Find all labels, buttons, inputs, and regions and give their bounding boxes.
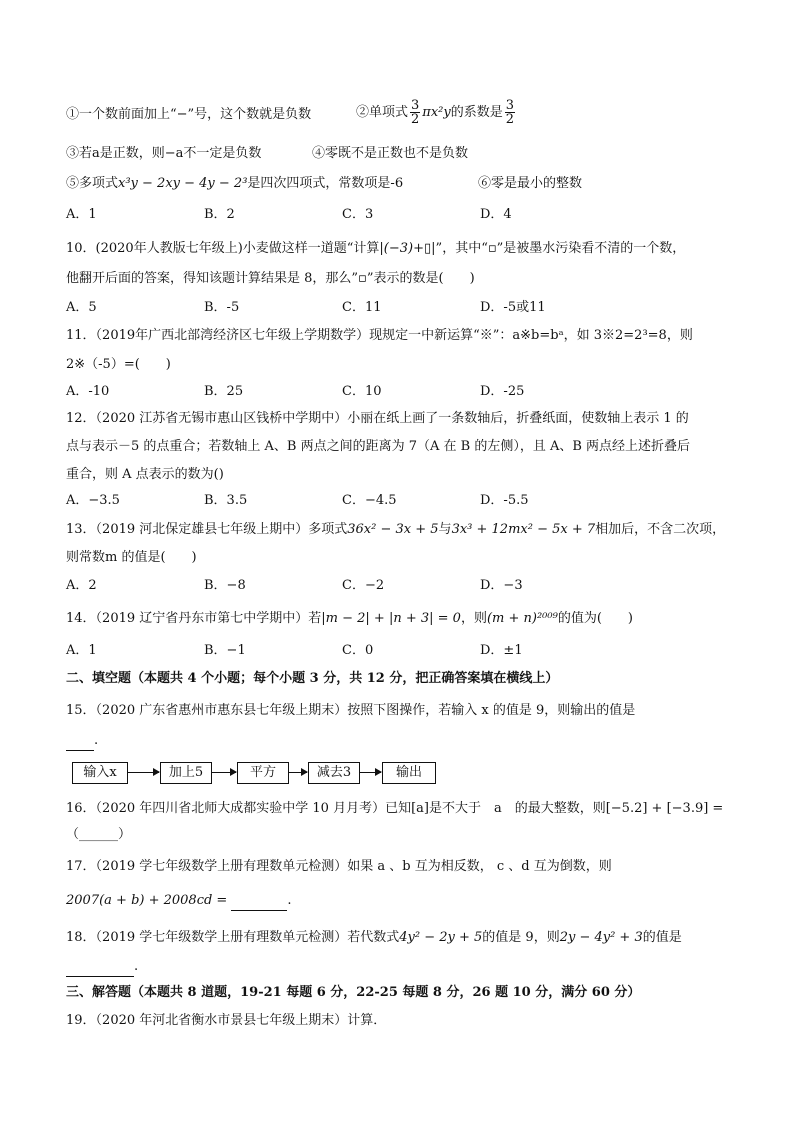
flow-box-input: 输入x [72,762,128,784]
q19-line: 19．（2020 年河北省衡水市景县七年级上期末）计算． [66,1013,387,1028]
q11-line-2: 2※（-5）=( ) [66,357,171,372]
q12-line-3: 重合，则 A 点表示的数为() [66,467,224,482]
fraction: $\frac{3}{2}$ [505,98,515,127]
q9-statement-3: ③若a是正数，则−a不一定是负数 [66,146,262,161]
flow-arrow [212,772,236,773]
q13-option-d: D．−3 [480,578,523,593]
q9-statement-5: ⑤多项式x³y − 2xy − 4y − 2³是四次四项式，常数项是-6 [66,176,404,191]
q18-line-1: 18．（2019 学七年级数学上册有理数单元检测）若代数式4y² − 2y + 5的值是 9，则2y − 4y² + 3的值是 [66,930,682,945]
q12-option-d: D．-5.5 [480,493,529,508]
q14-option-a: A．1 [66,643,97,658]
q12-option-a: A．−3.5 [66,493,120,508]
q10-line-1: 10．(2020年人教版七年级上)小麦做这样一道题“计算|(−3)+▯|”，其中“▫”是被墨水污染看不清的一个数， [66,241,686,256]
q12-option-b: B．3.5 [204,493,248,508]
q9-statement-2: ②单项式 $\frac{3}{2}$ πx²y的系数是 $\frac{3}{2}$ [356,98,515,127]
q11-option-c: C．10 [342,384,382,399]
q14-option-b: B．−1 [204,643,246,658]
q18-line-2: . [66,958,138,977]
flow-box-add5: 加上5 [160,762,212,784]
q9-statement-6: ⑥零是最小的整数 [478,176,583,191]
q15-line-2: . [66,732,98,751]
section-heading-fill-in: 二、填空题（本题共 4 个小题；每个小题 3 分，共 12 分，把正确答案填在横线上） [66,671,559,686]
q13-line-2: 则常数m 的值是( ) [66,550,197,565]
q14-option-c: C．0 [342,643,374,658]
flow-box-output: 输出 [382,762,436,784]
q12-line-1: 12．（2020 江苏省无锡市惠山区钱桥中学期中）小丽在纸上画了一条数轴后，折叠纸面，使数轴上表示 1 的 [66,411,689,426]
q17-line-2: 2007(a + b) + 2008cd = . [66,892,291,911]
flow-arrow [289,772,307,773]
q9-statement-1: ①一个数前面加上“−”号，这个数就是负数 [66,107,312,122]
q10-option-a: A．5 [66,300,97,315]
q17-line-1: 17．（2019 学七年级数学上册有理数单元检测）如果 a 、b 互为相反数， c 、d 互为倒数，则 [66,859,612,874]
q10-line-2: 他翻开后面的答案，得知该题计算结果是 8，那么”▫”表示的数是( ) [66,271,475,286]
flow-arrow [128,772,159,773]
q12-option-c: C．−4.5 [342,493,397,508]
q11-line-1: 11．（2019年广西北部湾经济区七年级上学期数学）现规定一中新运算“※”：a※b=bᵃ，如 3※2=2³=8，则 [66,328,693,343]
q9-option-d: D．4 [480,207,512,222]
q15-line-1: 15．（2020 广东省惠州市惠东县七年级上期末）按照下图操作，若输入 x 的值是 9，则输出的值是 [66,703,636,718]
q13-option-b: B．−8 [204,578,246,593]
flow-arrow [360,772,381,773]
q11-option-a: A．-10 [66,384,110,399]
flow-box-square: 平方 [237,762,289,784]
q9-statement-4: ④零既不是正数也不是负数 [312,146,469,161]
q13-line-1: 13．（2019 河北保定雄县七年级上期中）多项式36x² − 3x + 5与3x³ + 12mx² − 5x + 7相加后，不含二次项， [66,522,726,537]
q9-option-b: B．2 [204,207,235,222]
q11-option-b: B．25 [204,384,244,399]
q10-option-d: D．-5或11 [480,300,546,315]
q9-option-c: C．3 [342,207,374,222]
q13-option-a: A．2 [66,578,97,593]
q10-option-b: B．-5 [204,300,240,315]
q12-line-2: 点与表示－5 的点重合；若数轴上 A、B 两点之间的距离为 7（A 在 B 的左侧），且 A、B 两点经上述折叠后 [66,439,691,454]
q15-flowchart [72,762,752,788]
flow-box-minus3: 减去3 [308,762,360,784]
q16-line-2: （______） [66,827,132,842]
q10-option-c: C．11 [342,300,382,315]
q13-option-c: C．−2 [342,578,385,593]
fraction: $\frac{3}{2}$ [411,98,420,127]
q14-option-d: D．±1 [480,643,523,658]
q14-line: 14．（2019 辽宁省丹东市第七中学期中）若|m − 2| + |n + 3| = 0，则(m + n)²⁰⁰⁹的值为( ) [66,611,633,626]
q9-option-a: A．1 [66,207,97,222]
q11-option-d: D．-25 [480,384,525,399]
section-heading-solve: 三、解答题（本题共 8 道题，19-21 每题 6 分，22-25 每题 8 分，26 题 10 分，满分 60 分） [66,985,641,1000]
q16-line-1: 16．（2020 年四川省北师大成都实验中学 10 月月考）已知[a]是不大于 a 的最大整数，则[−5.2] + [−3.9] = [66,801,724,816]
